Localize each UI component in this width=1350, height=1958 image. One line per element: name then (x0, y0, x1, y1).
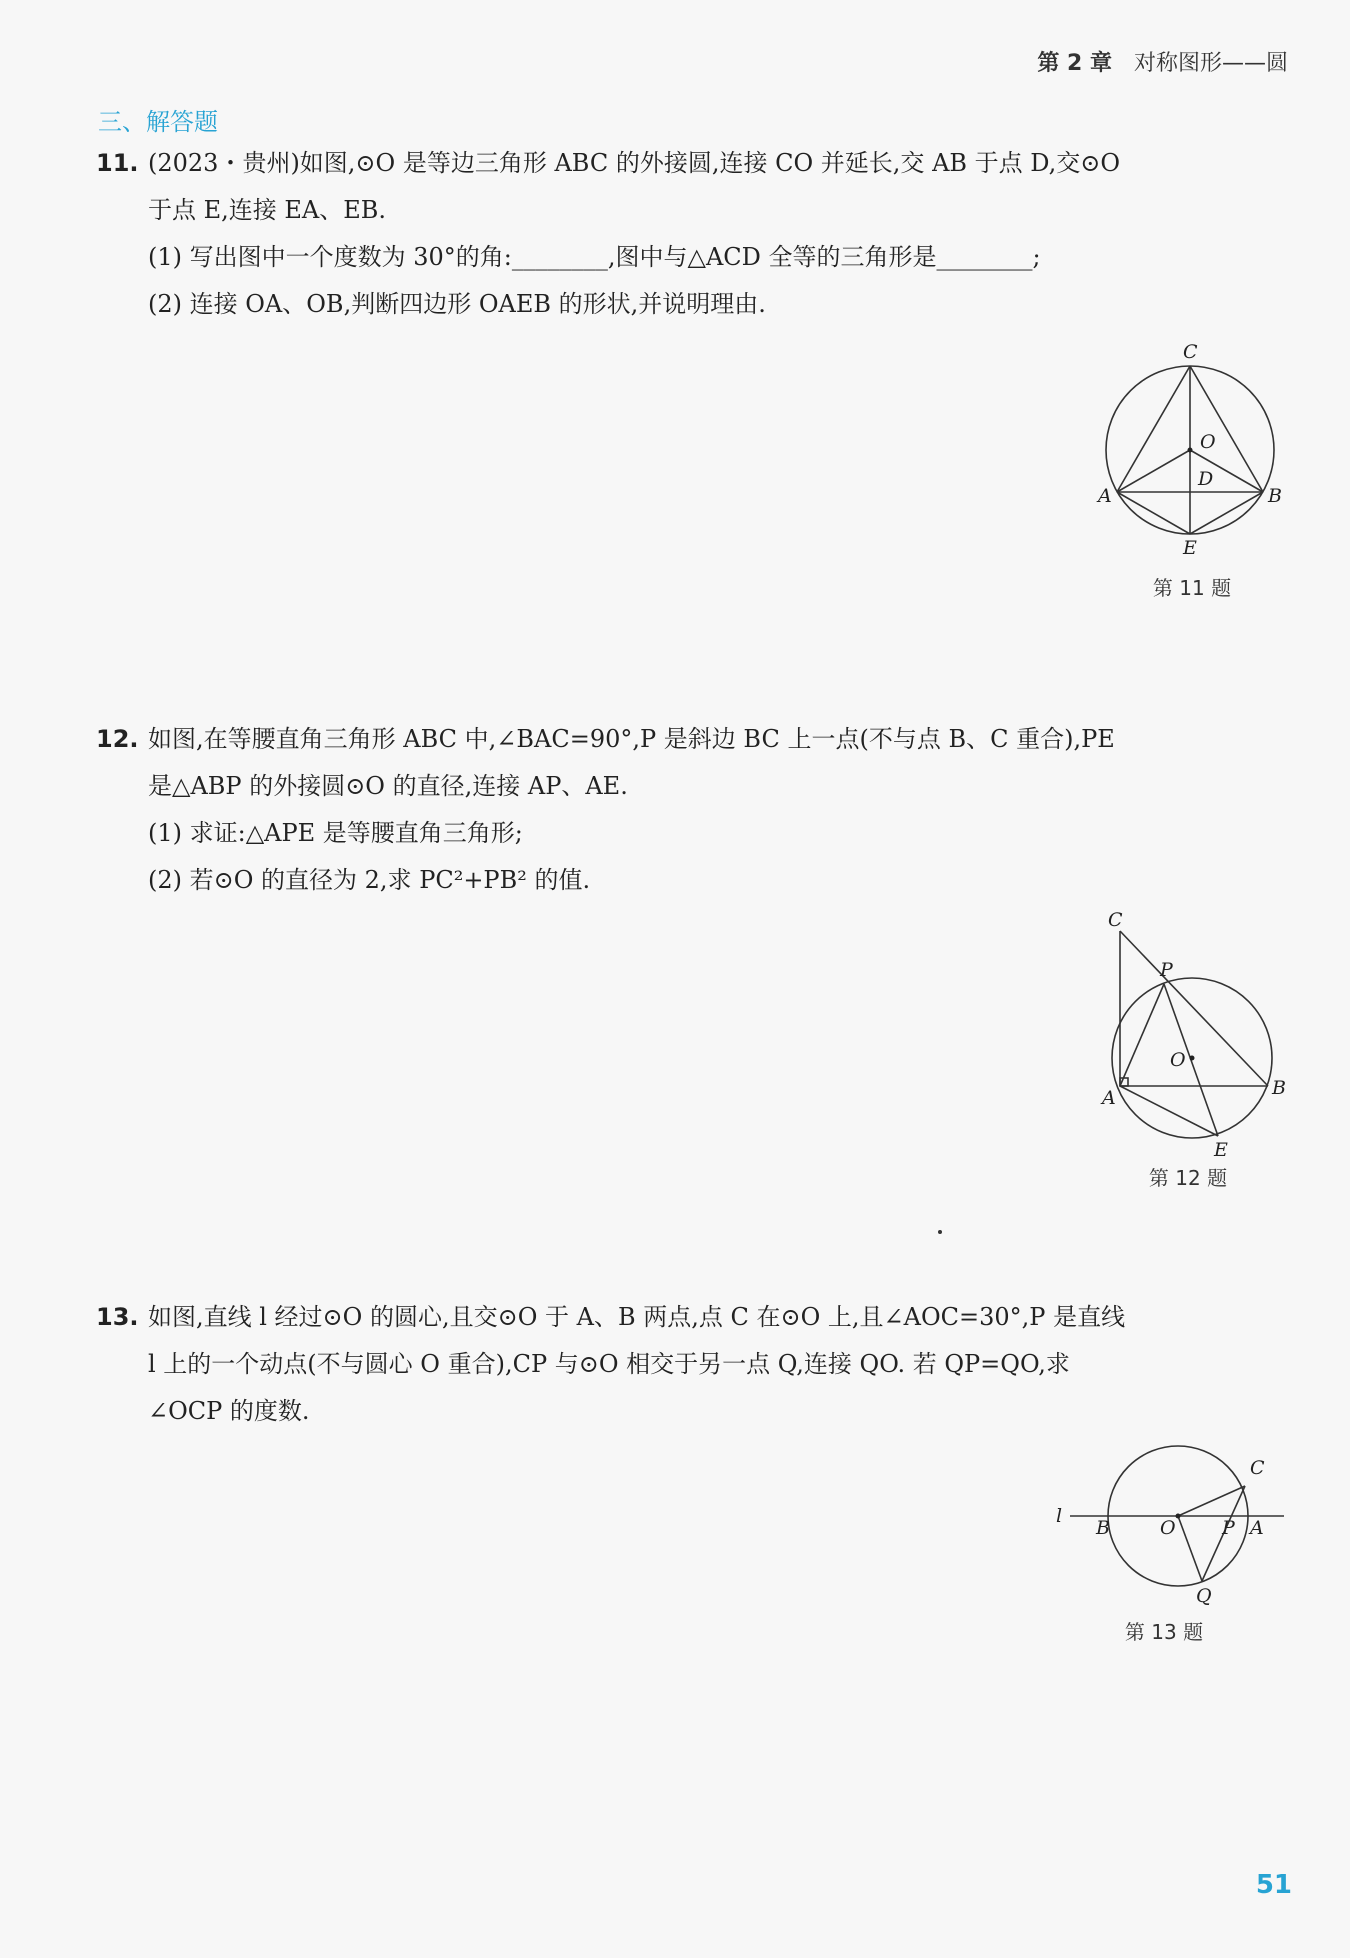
label-o: O (1160, 1517, 1176, 1539)
label-c: C (1183, 341, 1198, 363)
label-p: P (1222, 1517, 1235, 1539)
problem-subquestion: (2) 连接 OA、OB,判断四边形 OAEB 的形状,并说明理由. (148, 290, 766, 318)
label-o: O (1170, 1049, 1186, 1071)
chapter-title: 对称图形——圆 (1133, 51, 1288, 76)
problem-subquestion: (1) 求证:△APE 是等腰直角三角形; (148, 819, 523, 847)
problem-text-line: 如图,在等腰直角三角形 ABC 中,∠BAC=90°,P 是斜边 BC 上一点(不与点 B、C 重合),PE (148, 725, 1115, 753)
figure-caption: 第 11 题 (1152, 576, 1232, 600)
label-l: l (1056, 1505, 1063, 1527)
figure-caption: 第 12 题 (1148, 1166, 1228, 1190)
segment-oq (1178, 1516, 1202, 1581)
label-a: A (1250, 1517, 1264, 1539)
segment-oc (1178, 1486, 1245, 1516)
problem-12 (96, 716, 1286, 904)
figure-11 (1090, 340, 1290, 560)
label-a: A (1098, 485, 1112, 507)
center-point (1190, 1056, 1195, 1061)
problem-subquestion: (2) 若⊙O 的直径为 2,求 PC²+PB² 的值. (148, 866, 591, 894)
section-title: 三、解答题 (98, 108, 218, 136)
stray-dot (938, 1230, 942, 1234)
chapter-label: 第 2 章 (1037, 51, 1112, 76)
figure-caption: 第 13 题 (1124, 1620, 1204, 1644)
problem-number: 11. (96, 149, 139, 177)
label-c: C (1108, 909, 1123, 931)
label-b: B (1096, 1517, 1110, 1539)
problem-text-line: ∠OCP 的度数. (148, 1397, 310, 1425)
figure-13 (1050, 1438, 1290, 1608)
label-p: P (1160, 959, 1173, 981)
figure-12 (1090, 908, 1290, 1161)
label-e: E (1214, 1139, 1228, 1161)
label-c: C (1250, 1457, 1265, 1479)
segment-ea (1117, 492, 1190, 534)
page-number: 51 (1255, 1870, 1292, 1900)
problem-11 (96, 140, 1286, 328)
segment-eb (1190, 492, 1263, 534)
problem-number: 12. (96, 725, 139, 753)
label-e: E (1183, 537, 1197, 559)
problem-subquestion: (1) 写出图中一个度数为 30°的角:________,图中与△ACD 全等的三角形是________; (148, 243, 1041, 271)
label-o: O (1200, 431, 1216, 453)
problem-text-line: l 上的一个动点(不与圆心 O 重合),CP 与⊙O 相交于另一点 Q,连接 QO. 若 QP=QO,求 (148, 1350, 1070, 1378)
problem-13 (96, 1294, 1286, 1435)
label-q: Q (1196, 1585, 1212, 1607)
segment-ap (1120, 984, 1164, 1086)
segment-ca (1117, 366, 1190, 492)
problem-text-line: (2023・贵州)如图,⊙O 是等边三角形 ABC 的外接圆,连接 CO 并延长,交 AB 于点 D,交⊙O (148, 149, 1121, 177)
center-point (1176, 1514, 1181, 1519)
problem-text-line: 如图,直线 l 经过⊙O 的圆心,且交⊙O 于 A、B 两点,点 C 在⊙O 上,且∠AOC=30°,P 是直线 (148, 1303, 1126, 1331)
center-point (1188, 448, 1193, 453)
label-d: D (1198, 468, 1214, 490)
page-header (1037, 46, 1288, 77)
problem-text-line: 于点 E,连接 EA、EB. (148, 196, 387, 224)
label-b: B (1268, 485, 1282, 507)
label-b: B (1272, 1077, 1286, 1099)
label-a: A (1102, 1087, 1116, 1109)
segment-oa (1117, 450, 1190, 492)
problem-text-line: 是△ABP 的外接圆⊙O 的直径,连接 AP、AE. (148, 772, 628, 800)
segment-cb (1120, 931, 1268, 1086)
problem-number: 13. (96, 1303, 139, 1331)
